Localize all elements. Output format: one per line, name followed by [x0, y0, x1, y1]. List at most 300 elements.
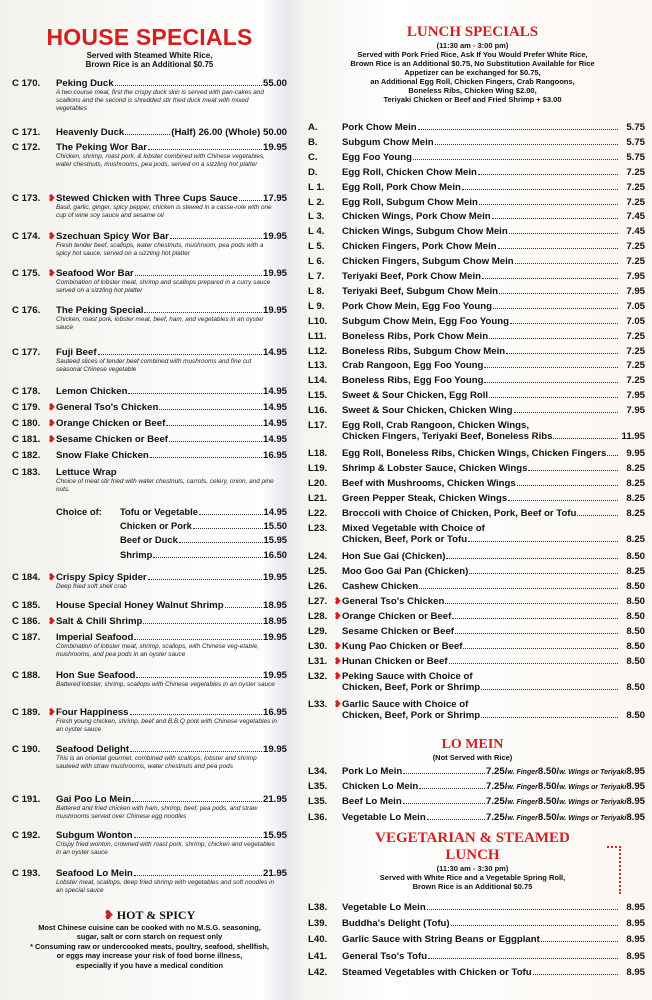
lunch-item-row	[300, 182, 645, 193]
lunch-note-6: Teriyaki Chicken or Beef and Fried Shrimp + $3.00	[383, 95, 562, 104]
lunch-item	[300, 611, 645, 622]
lunch-item	[300, 405, 645, 416]
item-code: C 190.	[12, 744, 41, 755]
veg-steamed-section	[300, 830, 645, 891]
item-code: C 185.	[12, 600, 41, 611]
chili-icon: ❥	[334, 698, 342, 709]
item-price: 7.45	[626, 211, 645, 223]
veg-item	[300, 951, 645, 962]
lunch-item	[300, 331, 645, 342]
leader-dots	[435, 144, 618, 145]
item-continuation-row	[342, 682, 645, 693]
lunch-note-3: Appetizer can be exchanged for $0.75,	[404, 68, 541, 77]
menu-item-row	[12, 434, 287, 445]
item-name: Egg Roll, Crab Rangoon, Chicken Wings,	[342, 420, 529, 431]
item-code: C 179.	[12, 402, 41, 413]
lunch-item	[300, 226, 645, 237]
chili-icon: ❥	[334, 640, 342, 651]
item-name: Fuji Beef	[56, 347, 97, 358]
leader-dots	[148, 579, 262, 580]
item-continuation-row	[342, 534, 645, 545]
leader-dots	[446, 558, 618, 559]
price-wings: 8.95	[626, 811, 645, 823]
veg-item	[300, 918, 645, 929]
leader-dots	[607, 455, 618, 456]
item-description: Chicken, shrimp, roast pork, & lobster combined with Chinese vegetables, water chestnuts, mushrooms, pea pods, served on a sizzling hot platter	[56, 153, 265, 168]
menu-item	[12, 632, 287, 659]
item-price: 7.95	[626, 285, 645, 297]
leader-dots	[484, 367, 618, 368]
item-code: C 184.	[12, 572, 41, 583]
price-plain: 7.25/	[486, 796, 508, 808]
menu-item	[12, 467, 287, 494]
item-name: Crispy Spicy Spider	[56, 572, 147, 583]
menu-item-row	[12, 127, 287, 138]
item-code: L11.	[308, 330, 327, 342]
menu-item	[12, 347, 287, 374]
choice-price: 14.95	[263, 506, 287, 517]
lunch-item	[300, 137, 645, 148]
item-name: The Peking Special	[56, 305, 144, 316]
item-code: C 171.	[12, 127, 41, 138]
item-code: L14.	[308, 375, 328, 387]
item-name: Imperial Seafood	[56, 632, 134, 643]
veg-item-row	[300, 934, 645, 945]
item-price: 8.50	[626, 625, 645, 637]
item-price: 19.95	[262, 142, 287, 153]
veg-steamed-title-2: LUNCH	[445, 847, 500, 863]
lunch-item-row	[300, 286, 645, 297]
item-code: L 3.	[308, 211, 325, 223]
item-name: Sweet & Sour Chicken, Chicken Wing	[342, 405, 513, 417]
leader-dots	[509, 233, 618, 234]
item-code: L39.	[308, 918, 328, 930]
chili-icon: ❥	[334, 670, 342, 681]
lunch-item	[300, 699, 645, 721]
item-name: Sesame Chicken or Beef	[56, 434, 168, 445]
veg-steamed-note-1: Served with White Rice and a Vegetable Spring Roll,	[379, 873, 566, 882]
item-name: Peking Sauce with Choice of	[342, 670, 473, 682]
menu-item-row	[12, 402, 287, 413]
item-code: C 175.	[12, 268, 41, 279]
item-name: Pork Lo Mein	[342, 766, 403, 777]
leader-dots	[515, 263, 618, 264]
item-price: 19.95	[262, 632, 287, 643]
item-code: C 170.	[12, 78, 41, 89]
chili-icon: ❥	[334, 596, 342, 606]
item-code: C 181.	[12, 434, 41, 445]
item-name: Buddha's Delight (Tofu)	[342, 918, 450, 930]
menu-item-row	[12, 305, 287, 316]
menu-item	[12, 600, 287, 611]
leader-dots	[452, 618, 618, 619]
item-name: Chicken Wings, Pork Chow Mein	[342, 211, 491, 223]
item-price: 8.95	[626, 902, 645, 913]
menu-item-row	[12, 572, 287, 583]
menu-item	[12, 268, 287, 295]
item-price: 8.25	[626, 566, 645, 578]
lunch-item-row	[300, 448, 645, 459]
lunch-item	[300, 390, 645, 401]
leader-dots	[130, 751, 262, 752]
lunch-item	[300, 493, 645, 504]
item-code: L10.	[308, 315, 328, 327]
item-code: L 6.	[308, 256, 325, 268]
veg-item-row	[300, 967, 645, 978]
item-code: L21.	[308, 493, 328, 505]
item-name: General Tso's Tofu	[342, 950, 428, 962]
item-name: Green Pepper Steak, Chicken Wings	[342, 493, 508, 505]
item-code: C.	[308, 151, 318, 163]
lunch-item	[300, 523, 645, 545]
lettuce-choice	[56, 549, 287, 563]
lunch-item	[300, 301, 645, 312]
lo-mein-note: (Not Served with Rice)	[432, 753, 513, 762]
leader-dots	[143, 623, 262, 624]
leader-dots	[478, 174, 618, 175]
lunch-item	[300, 656, 645, 667]
item-name: Egg Roll, Subgum Chow Mein	[342, 196, 478, 208]
item-price: 14.95	[262, 418, 287, 429]
menu-item	[12, 386, 287, 397]
leader-dots	[419, 588, 618, 589]
item-name: Chicken Fingers, Pork Chow Mein	[342, 241, 497, 253]
item-description: Battered lobster, shrimp, scallops with Chinese vegetables in an oyster sauce	[56, 681, 275, 688]
item-price: 8.50	[626, 551, 645, 563]
lunch-item-row	[300, 581, 645, 592]
item-price: 18.95	[262, 600, 287, 611]
choice-name: Tofu or Vegetable	[120, 506, 198, 517]
leader-dots	[403, 803, 485, 804]
with-wings-label: w. Wings or Teriyaki	[559, 769, 627, 776]
chili-icon: ❥	[48, 707, 56, 717]
item-price: 15.95	[262, 830, 287, 841]
item-code: C 180.	[12, 418, 41, 429]
lunch-item-row	[300, 596, 645, 607]
item-price: 14.95	[262, 402, 287, 413]
item-code: B.	[308, 136, 318, 148]
lunch-item	[300, 566, 645, 577]
leader-dots	[170, 238, 262, 239]
lunch-item-row	[300, 551, 645, 562]
lunch-item	[300, 346, 645, 357]
lunch-item-row	[300, 641, 645, 652]
item-name: Snow Flake Chicken	[56, 450, 149, 461]
lunch-item-row	[300, 493, 645, 504]
item-price: 7.25	[626, 241, 645, 253]
lunch-item-row	[300, 197, 645, 208]
item-description: Fresh tender beef, scallops, water chestnuts, mushroom, pea pods with a spicy hot sauce, served on a sizzling hot platter	[56, 242, 264, 257]
menu-item	[12, 231, 287, 258]
leader-dots	[489, 397, 618, 398]
with-wings-label: w. Wings or Teriyaki	[559, 784, 627, 792]
with-wings-label: w. Wings or Teriyaki	[559, 799, 627, 807]
item-price: 55.00	[262, 78, 287, 89]
item-code: L36.	[308, 811, 328, 823]
lunch-item	[300, 211, 645, 222]
lunch-note-4: an Additional Egg Roll, Chicken Fingers, Crab Rangoons,	[370, 77, 575, 86]
menu-item-row	[12, 632, 287, 643]
lunch-item	[300, 551, 645, 562]
leader-dots	[169, 441, 262, 442]
veg-item	[300, 902, 645, 913]
item-code: L28.	[308, 610, 328, 622]
item-price: 5.75	[626, 151, 645, 163]
lunch-item-row	[300, 390, 645, 401]
leader-dots	[134, 837, 262, 838]
item-price: 19.95	[262, 305, 287, 316]
leader-dots	[128, 393, 262, 394]
lunch-item	[300, 241, 645, 252]
item-description: Combination of lobster meat, shrimp, scallops, with Chinese veg-etable, mushrooms, and pea pods in an oyster sauce	[56, 643, 259, 658]
item-name: Seafood Lo Mein	[56, 868, 133, 879]
lunch-specials-title: LUNCH SPECIALS	[406, 24, 539, 40]
chili-icon: ❥	[48, 418, 56, 428]
lunch-item-row	[300, 478, 645, 489]
item-code: L33.	[308, 698, 328, 710]
item-name: Stewed Chicken with Three Cups Sauce	[56, 193, 238, 204]
leader-dots	[517, 485, 618, 486]
with-finger-label: w. Finger	[507, 769, 538, 776]
lunch-specials-column	[300, 0, 645, 1000]
price-plain: 7.25/	[486, 781, 508, 793]
menu-item	[12, 402, 287, 413]
house-specials-title: HOUSE SPECIALS	[46, 24, 253, 50]
item-code: L24.	[308, 551, 328, 563]
item-code: L17.	[308, 420, 328, 431]
leader-dots	[514, 412, 619, 413]
choice-name: Beef or Duck	[120, 534, 178, 546]
item-price: 7.25	[626, 375, 645, 387]
item-code: L 7.	[308, 271, 325, 282]
leader-dots	[98, 354, 262, 355]
item-name: Boneless Ribs, Egg Foo Young	[342, 375, 484, 387]
lunch-item	[300, 641, 645, 652]
item-price: 7.25	[626, 181, 645, 193]
leader-dots	[498, 248, 618, 249]
lo-mein-title: LO MEIN	[441, 737, 504, 752]
menu-item	[12, 127, 287, 138]
leader-dots	[150, 457, 262, 458]
leader-dots	[225, 607, 262, 608]
leader-dots	[130, 714, 262, 715]
item-code: L34.	[308, 766, 328, 777]
item-price: (Half) 26.00 (Whole) 50.00	[171, 127, 287, 138]
item-price: 17.95	[262, 193, 287, 204]
hot-spicy-box	[12, 908, 287, 970]
house-specials-column	[12, 0, 287, 1000]
item-description: Crispy fried wonton, crowned with roast pork, shrimp, chicken and vegetables in an oyster sauce	[56, 841, 275, 856]
lunch-item	[300, 316, 645, 327]
veg-item-row	[300, 902, 645, 913]
lunch-item	[300, 197, 645, 208]
item-code: C 187.	[12, 632, 41, 643]
lunch-item	[300, 122, 645, 133]
item-name: Seafood Delight	[56, 744, 130, 755]
leader-dots	[148, 149, 262, 150]
item-code: C 174.	[12, 231, 41, 242]
item-code: L12.	[308, 345, 328, 357]
item-name: Beef Lo Mein	[342, 796, 402, 808]
item-price: 8.50	[626, 640, 645, 652]
menu-item	[12, 616, 287, 627]
item-price: 14.95	[262, 434, 287, 445]
lunch-item	[300, 448, 645, 459]
leader-dots	[577, 515, 618, 516]
lunch-item	[300, 478, 645, 489]
item-description: Chicken, roast pork, lobster meat, beef, ham, and vegetables in an oyster sauce	[56, 316, 264, 331]
lunch-item-row	[300, 671, 645, 682]
lunch-item-row	[300, 566, 645, 577]
leader-dots	[135, 275, 262, 276]
item-name: Pork Chow Mein	[342, 122, 417, 133]
item-name: Orange Chicken or Beef	[56, 418, 166, 429]
item-price: 21.95	[262, 794, 287, 805]
item-code: L19.	[308, 463, 328, 475]
leader-dots	[533, 974, 618, 975]
item-price: 7.95	[626, 405, 645, 417]
item-name: Beef with Mushrooms, Chicken Wings	[342, 478, 516, 490]
chili-icon: ❥	[103, 908, 114, 922]
item-code: L 9.	[308, 300, 325, 312]
item-code: C 183.	[12, 467, 41, 478]
leader-dots	[199, 514, 263, 515]
leader-dots	[481, 717, 618, 718]
item-name: Four Happiness	[56, 707, 129, 718]
lunch-item-row	[300, 405, 645, 416]
leader-dots	[528, 470, 618, 471]
menu-item	[12, 434, 287, 445]
menu-item-row	[12, 707, 287, 718]
item-price: 8.25	[626, 493, 645, 505]
item-name: Boneless Ribs, Subgum Chow Mein	[342, 345, 506, 357]
item-price: 14.95	[262, 386, 287, 397]
menu-item	[12, 744, 287, 771]
menu-item	[12, 670, 287, 689]
item-price: 7.95	[626, 390, 645, 402]
lunch-item-row	[300, 316, 645, 327]
chili-icon: ❥	[334, 655, 342, 666]
lunch-item-row	[300, 137, 645, 148]
menu-item-row	[12, 794, 287, 805]
lettuce-choice	[56, 534, 287, 548]
item-name: Sesame Chicken or Beef	[342, 625, 454, 637]
lunch-item-row	[300, 211, 645, 222]
house-specials-subtitle-2: Brown Rice is an Additional $0.75	[85, 60, 214, 69]
item-name: Gai Poo Lo Mein	[56, 794, 132, 805]
item-name: Seafood Wor Bar	[56, 268, 134, 279]
item-name: Subgum Chow Mein	[342, 136, 434, 148]
menu-item-row	[12, 670, 287, 681]
item-name: Vegetable Lo Mein	[342, 902, 426, 913]
leader-dots	[449, 663, 618, 664]
menu-item-row	[12, 744, 287, 755]
item-code: L16.	[308, 405, 328, 417]
item-code: L32.	[308, 670, 328, 682]
item-code: L30.	[308, 640, 328, 652]
item-code: L13.	[308, 360, 328, 372]
leader-dots	[413, 159, 618, 160]
lunch-item-row	[300, 626, 645, 637]
lunch-item-row	[300, 523, 645, 534]
item-price: 7.05	[626, 300, 645, 312]
leader-dots	[166, 425, 262, 426]
item-code: L38.	[308, 902, 328, 913]
leader-dots	[499, 293, 618, 294]
lo-mein-row	[300, 781, 645, 792]
item-price: 8.50	[626, 681, 645, 693]
menu-item	[12, 830, 287, 857]
choice-price: 15.50	[263, 520, 287, 532]
menu-item-row	[12, 600, 287, 611]
lunch-item-row	[300, 271, 645, 282]
menu-item-row	[12, 616, 287, 627]
veg-steamed-title-1: VEGETARIAN & STEAMED	[375, 830, 570, 846]
lunch-item-row	[300, 241, 645, 252]
item-name: Garlic Sauce with String Beans or Eggplant	[342, 934, 540, 946]
lo-mein-section	[300, 737, 645, 762]
veg-steamed-note-2: Brown Rice is an Additional $0.75	[412, 882, 533, 891]
item-name: Subgum Chow Mein, Egg Foo Young	[342, 315, 509, 327]
item-price: 8.50	[626, 709, 645, 721]
menu-item-row	[12, 467, 287, 478]
item-price: 19.95	[262, 268, 287, 279]
lunch-item-row	[300, 301, 645, 312]
item-name: Sweet & Sour Chicken, Egg Roll	[342, 390, 489, 402]
item-code: C 178.	[12, 386, 41, 397]
item-description: Deep fried soft shell crab	[56, 583, 127, 590]
item-price: 7.95	[626, 271, 645, 282]
leader-dots	[455, 633, 618, 634]
leader-dots	[134, 639, 262, 640]
item-code: C 177.	[12, 347, 41, 358]
decorative-dotted-corner	[607, 846, 621, 894]
item-price: 7.25	[626, 196, 645, 208]
item-description: Sauteed slices of tender beef combined with mushrooms and fine cut seasonal Chinese vegetable	[56, 358, 252, 373]
item-price: 19.95	[262, 231, 287, 242]
lunch-item	[300, 360, 645, 371]
menu-item-row	[12, 193, 287, 204]
menu-item	[12, 78, 287, 112]
item-name: General Tso's Chicken	[56, 402, 159, 413]
lunch-item-row	[300, 699, 645, 710]
lunch-item-row	[300, 420, 645, 431]
item-price: 7.45	[626, 226, 645, 238]
hot-spicy-line-4: or eggs may increase your risk of food borne illness,	[56, 951, 243, 961]
lunch-item	[300, 581, 645, 592]
item-price: 8.50	[626, 655, 645, 667]
hot-spicy-line-2: sugar, salt or corn starch on request only	[76, 932, 223, 942]
veg-steamed-hours: (11:30 am - 3:30 pm)	[436, 864, 509, 873]
item-name: Hon Sue Seafood	[56, 670, 136, 681]
menu-item-row	[12, 78, 287, 89]
price-finger: 8.50/	[537, 796, 560, 808]
menu-item-row	[12, 830, 287, 841]
hot-spicy-line-1: Most Chinese cuisine can be cooked with no M.S.G. seasoning,	[38, 923, 261, 932]
lo-mein-item	[300, 766, 645, 777]
leader-dots	[403, 773, 485, 774]
item-code: C 191.	[12, 794, 41, 805]
lo-mein-item	[300, 796, 645, 807]
leader-dots	[159, 409, 262, 410]
leader-dots	[427, 819, 485, 820]
item-name: Mixed Vegetable with Choice of	[342, 522, 485, 534]
item-price: 8.50	[626, 581, 645, 593]
veg-item-row	[300, 951, 645, 962]
lo-mein-item	[300, 781, 645, 792]
item-name: House Special Honey Walnut Shrimp	[56, 600, 224, 611]
item-name-continued: Chicken, Beef, Pork or Shrimp	[342, 681, 481, 693]
